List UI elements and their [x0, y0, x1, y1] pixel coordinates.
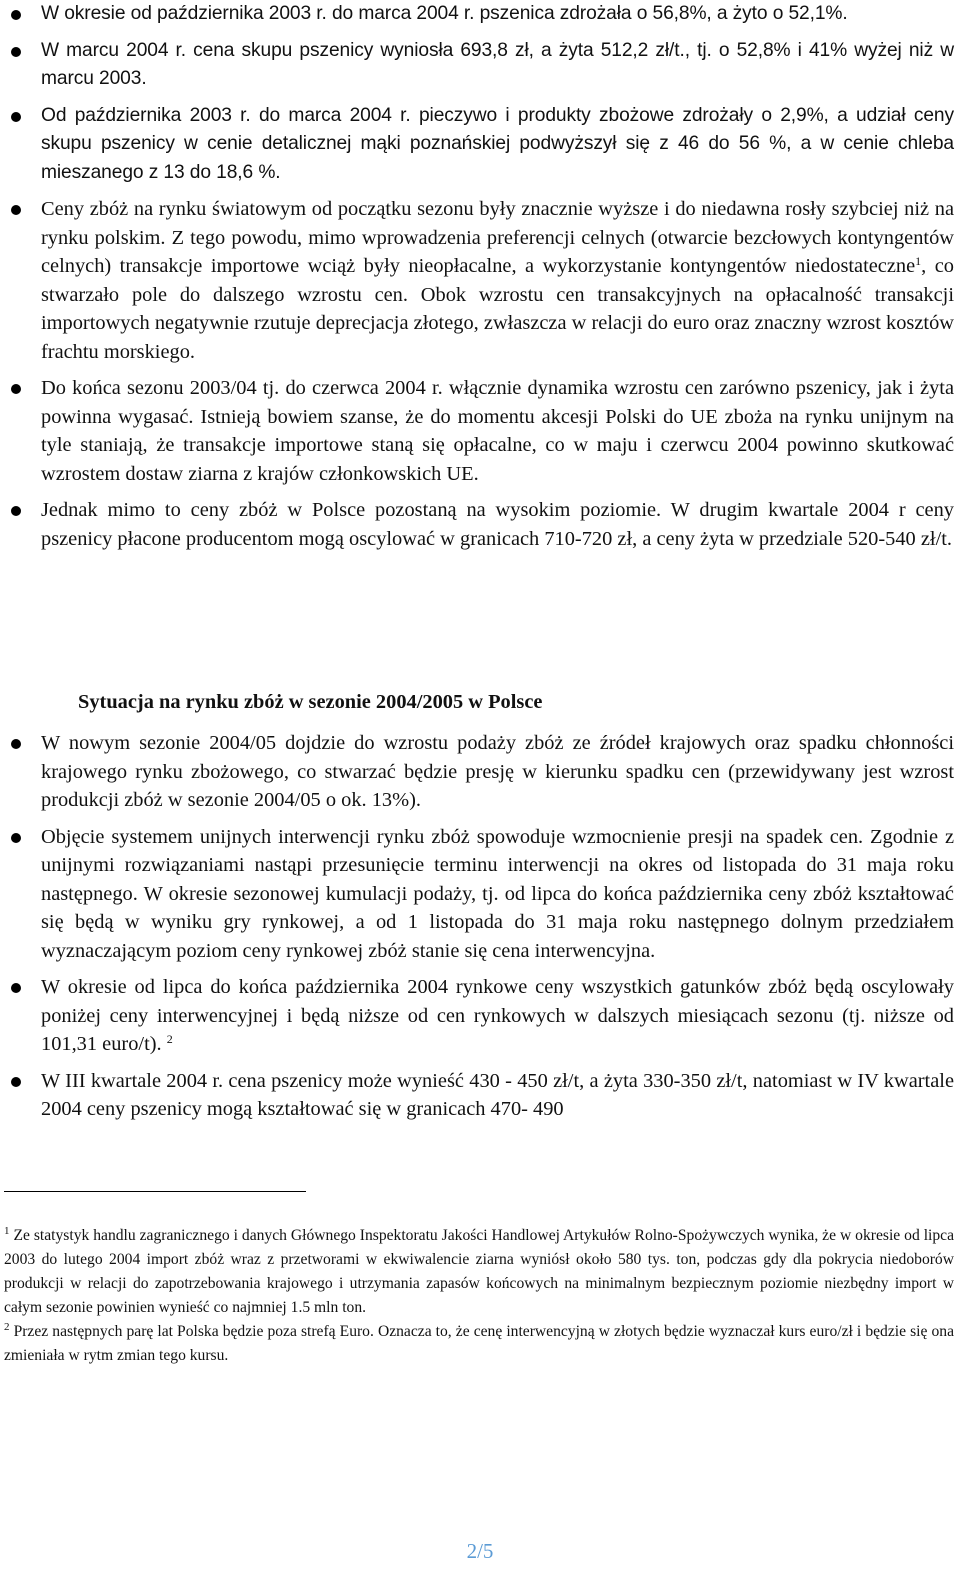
bullet-item: [0, 823, 960, 966]
footnote-1: [4, 1224, 954, 1320]
bullet-dot-icon: [11, 112, 21, 122]
footnote-reference-1: 1: [915, 254, 922, 268]
footnote-text: Przez następnych parę lat Polska będzie poza strefą Euro. Oznacza to, że cenę interwencyjną w złotych będzie wyznaczał kurs euro/zł i będzie się ona zmieniała w rytm zmian tego kursu.: [4, 1323, 954, 1364]
bullet-text: W nowym sezonie 2004/05 dojdzie do wzrostu podaży zbóż ze źródeł krajowych oraz spadku chłonności krajowego rynku zbożowego, co stwarzać będzie presję w kierunku spadku cen (przewidywany jest wzrost produkcji zbóż w sezonie 2004/05 o ok. 13%).: [41, 732, 954, 811]
bullet-list-market-2003-2004: [0, 0, 960, 553]
section-heading: Sytuacja na rynku zbóż w sezonie 2004/2005 w Polsce: [78, 691, 543, 713]
bullet-item: [0, 496, 960, 553]
bullet-dot-icon: [11, 739, 21, 749]
footnotes: [4, 1224, 954, 1368]
bullet-dot-icon: [11, 506, 21, 516]
bullet-dot-icon: [11, 833, 21, 843]
bullet-text: Ceny zbóż na rynku światowym od początku sezonu były znacznie wyższe i do niedawna rosły szybciej niż na rynku polskim. Z tego powodu, mimo wprowadzenia preferencji celnych (otwarcie bezcłowych kontyngentów celnych) transakcje importowe wciąż były nieopłacalne, a wykorzystanie kontyngentów niedostateczne: [41, 198, 954, 277]
bullet-item: [0, 729, 960, 815]
footnote-reference-2: 2: [166, 1032, 173, 1046]
bullet-item: [0, 1067, 960, 1124]
footnote-mark: 2: [4, 1321, 10, 1333]
bullet-dot-icon: [11, 384, 21, 394]
bullet-item: [0, 374, 960, 488]
footnote-2: [4, 1320, 954, 1368]
bullet-text: Objęcie systemem unijnych interwencji rynku zbóż spowoduje wzmocnienie presji na spadek cen. Zgodnie z unijnymi rozwiązaniami nastąpi przesunięcie terminu interwencji na okres od listopada do 31 maja roku następnego. W okresie sezonowej kumulacji podaży, tj. od lipca do końca października ceny zbóż kształtować się będą w wyniku gry rynkowej, a od 1 listopada do 31 maja roku następnego dolnym przedziałem wyznaczającym poziom ceny rynkowej zbóż stanie się cena interwencyjna.: [41, 825, 954, 962]
bullet-text: W marcu 2004 r. cena skupu pszenicy wyniosła 693,8 zł, a żyta 512,2 zł/t., tj. o 52,8% i 41% wyżej niż w marcu 2003.: [41, 39, 954, 89]
bullet-text-continued: , co stwarzało pole do dalszego wzrostu cen. Obok wzrostu cen transakcyjnych na opłacalność transakcji importowych negatywnie rzutuje deprecjacja złotego, zwłaszcza w relacji do euro oraz znaczny wzrost kosztów frachtu morskiego.: [41, 255, 954, 363]
bullet-text: W okresie od lipca do końca października 2004 rynkowe ceny wszystkich gatunków zbóż będą oscylowały poniżej ceny interwencyjnej i będą niższe od cen rynkowych w dalszych miesiącach sezonu (tj. niższe od 101,31 euro/t).: [41, 976, 954, 1055]
bullet-dot-icon: [11, 983, 21, 993]
footnote-mark: 1: [4, 1225, 10, 1237]
bullet-text: Jednak mimo to ceny zbóż w Polsce pozostaną na wysokim poziomie. W drugim kwartale 2004 r ceny pszenicy płacone producentom mogą oscylować w granicach 710-720 zł, a ceny żyta w przedziale 520-540 zł/t.: [41, 499, 954, 550]
bullet-text: Do końca sezonu 2003/04 tj. do czerwca 2004 r. włącznie dynamika wzrostu cen zarówno pszenicy, jak i żyta powinna wygasać. Istnieją bowiem szanse, że do momentu akcesji Polski do UE zboża na rynku unijnym na tyle staniają, że transakcje importowe staną się opłacalne, co w maju i czerwcu 2004 powinno skutkować wzrostem dostaw ziarna z krajów członkowskich UE.: [41, 377, 954, 485]
bullet-list-season-2004-2005: [0, 729, 960, 1124]
bullet-item: [0, 0, 960, 29]
bullet-dot-icon: [11, 1077, 21, 1087]
footnote-text: Ze statystyk handlu zagranicznego i danych Głównego Inspektoratu Jakości Handlowej Artykułów Rolno-Spożywczych wynika, że w okresie od lipca 2003 do lutego 2004 import zbóż wraz z przetworami w ekwiwalencie ziarna wyniósł około 580 tys. ton, podczas gdy dla pokrycia niedoborów produkcji w relacji do zapotrzebowania krajowego i utrzymania zapasów końcowych na minimalnym bezpiecznym poziomie niezbędny import w całym sezonie powinien wynieść co najmniej 1.5 mln ton.: [4, 1227, 954, 1316]
bullet-text: W III kwartale 2004 r. cena pszenicy może wynieść 430 - 450 zł/t, a żyta 330-350 zł/t, natomiast w IV kwartale 2004 ceny pszenicy mogą kształtować się w granicach 470- 490: [41, 1069, 954, 1120]
bullet-item: [0, 195, 960, 366]
bullet-text: W okresie od października 2003 r. do marca 2004 r. pszenica zdrożała o 56,8%, a żyto o 52,1%.: [41, 3, 848, 24]
bullet-item: [0, 102, 960, 188]
bullet-dot-icon: [11, 47, 21, 57]
page-number: 2/5: [466, 1539, 494, 1563]
bullet-dot-icon: [11, 10, 21, 20]
footnote-separator: [4, 1191, 306, 1192]
bullet-item: [0, 37, 960, 94]
bullet-text: Od października 2003 r. do marca 2004 r. pieczywo i produkty zbożowe zdrożały o 2,9%, a udział ceny skupu pszenicy w cenie detalicznej mąki poznańskiej podwyższył się z 46 do 56 %, a w cenie chleba mieszanego z 13 do 18,6 %.: [41, 104, 954, 183]
bullet-item: [0, 973, 960, 1059]
bullet-dot-icon: [11, 205, 21, 215]
